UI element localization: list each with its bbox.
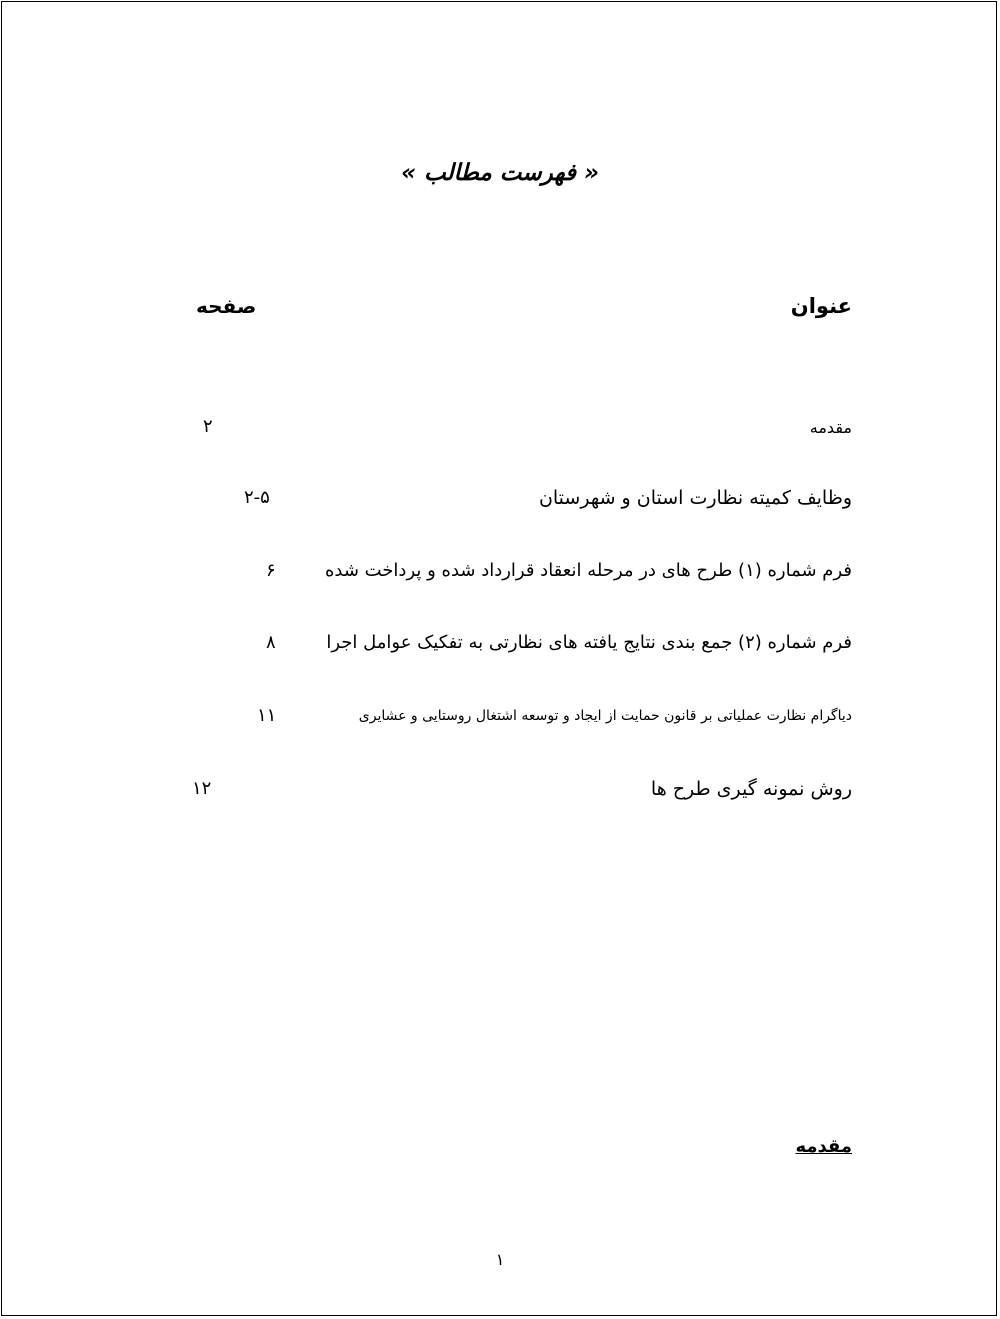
toc-header-page: صفحه: [196, 294, 257, 318]
page-border: [1, 1, 997, 1316]
section-heading: مقدمه: [795, 1136, 852, 1157]
toc-entry-page: ۱۱: [257, 705, 277, 726]
toc-entry-title: روش نمونه گیری طرح ها: [650, 778, 852, 800]
page-number: ۱: [495, 1250, 505, 1269]
toc-entry-page: ۶: [266, 560, 276, 581]
document-title: « فهرست مطالب »: [401, 160, 599, 186]
toc-entry-page: ۲-۵: [244, 487, 270, 508]
toc-header-topic: عنوان: [790, 294, 852, 318]
toc-entry-page: ۲: [203, 416, 213, 437]
toc-entry-title: فرم شماره (۱) طرح های در مرحله انعقاد قرارداد شده و پرداخت شده: [324, 560, 852, 581]
toc-entry-title: مقدمه: [809, 418, 852, 437]
toc-entry-title: فرم شماره (۲) جمع بندی نتایج یافته های نظارتی به تفکیک عوامل اجرا: [326, 632, 852, 653]
toc-entry-title: وظایف کمیته نظارت استان و شهرستان: [538, 487, 852, 509]
toc-entry-page: ۸: [266, 632, 276, 653]
toc-entry-page: ۱۲: [192, 778, 212, 799]
toc-entry-title: دیاگرام نظارت عملیاتی بر قانون حمایت از ایجاد و توسعه اشتغال روستایی و عشایری: [358, 708, 852, 724]
